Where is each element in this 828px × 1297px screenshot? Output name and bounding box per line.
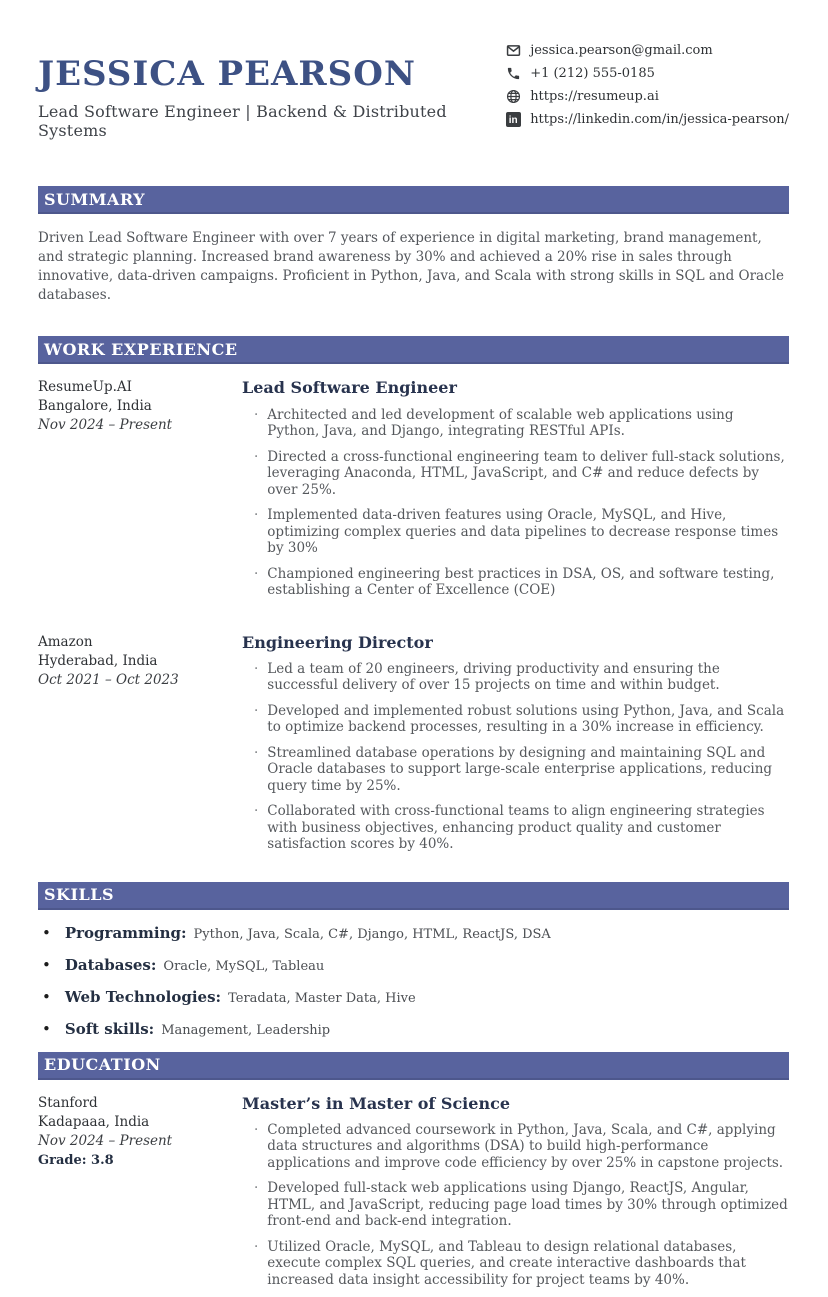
work-title: WORK EXPERIENCE [44, 339, 238, 359]
education-entry [38, 1094, 789, 1297]
job-bullet: · Architected and led development of scalable web applications using Python, Java, and Django, integrating RESTful APIs. [242, 407, 789, 440]
work-entry-meta [38, 378, 242, 607]
contact-website [505, 88, 789, 104]
phone-icon [505, 65, 521, 81]
job-bullet: · Championed engineering best practices in DSA, OS, and software testing, establishing a Center of Excellence (COE) [242, 566, 789, 599]
education-section-header [38, 1052, 789, 1080]
company-location: Hyderabad, India [38, 652, 158, 669]
contact-linkedin [505, 111, 789, 127]
job-bullet: · Directed a cross-functional engineering team to deliver full-stack solutions, leveraging Anaconda, HTML, JavaScript, and C# and reduce defects by over 25%. [242, 449, 789, 499]
contact-phone [505, 65, 789, 81]
work-entry [38, 378, 789, 607]
candidate-name: JESSICA PEARSON [38, 54, 416, 94]
company-location: Bangalore, India [38, 398, 152, 415]
contact-block [505, 40, 789, 134]
company-name: ResumeUp.AI [38, 379, 132, 396]
contact-phone-text: +1 (212) 555-0185 [530, 65, 655, 81]
globe-icon [505, 88, 521, 104]
skill-values: Management, Leadership [161, 1022, 331, 1038]
job-bullet: · Led a team of 20 engineers, driving productivity and ensuring the successful delivery of over 15 projects on time and within budget. [242, 661, 789, 694]
skills-section-header [38, 882, 789, 910]
contact-email [505, 42, 789, 58]
education-grade: Grade: 3.8 [38, 1152, 114, 1168]
identity-block [38, 40, 468, 140]
job-title: Lead Software Engineer [242, 378, 457, 398]
company-name: Amazon [38, 633, 93, 650]
work-entry-meta [38, 633, 242, 862]
skill-category: • Soft skills: [64, 1019, 155, 1038]
contact-website-text: https://resumeup.ai [530, 88, 659, 104]
skill-item [38, 956, 789, 974]
skill-item [38, 1020, 789, 1038]
education-bullet: · Utilized Oracle, MySQL, and Tableau to design relational databases, execute complex SQL queries, and create interactive dashboards that increased data insight accessibility for project teams by 40%. [242, 1239, 789, 1289]
school-name: Stanford [38, 1094, 98, 1111]
skill-values: Python, Java, Scala, C#, Django, HTML, ReactJS, DSA [193, 926, 551, 942]
summary-text: Driven Lead Software Engineer with over 7 years of experience in digital marketing, brand management, and strategic planning. Increased brand awareness by 30% and achieved a 20% rise in sales through innovative, data-driven campaigns. Proficient in Python, Java, and Scala with strong skills in SQL and Oracle databases. [38, 230, 784, 304]
linkedin-icon: in [505, 111, 521, 127]
work-entry-detail [242, 378, 789, 607]
summary-title: SUMMARY [44, 189, 146, 209]
skill-category: • Web Technologies: [64, 987, 222, 1006]
skills-list [38, 924, 789, 1038]
candidate-tagline: Lead Software Engineer | Backend & Distributed Systems [38, 102, 447, 141]
job-bullet: · Developed and implemented robust solutions using Python, Java, and Scala to optimize backend processes, resulting in a 30% increase in efficiency. [242, 703, 789, 736]
work-entry [38, 633, 789, 862]
work-entry-detail [242, 633, 789, 862]
job-bullet: · Collaborated with cross-functional teams to align engineering strategies with business objectives, enhancing product quality and customer satisfaction scores by 40%. [242, 803, 789, 853]
work-section-header [38, 336, 789, 364]
education-title: EDUCATION [44, 1055, 161, 1075]
contact-linkedin-text: https://linkedin.com/in/jessica-pearson/ [530, 111, 789, 127]
job-bullet: · Implemented data-driven features using Oracle, MySQL, and Hive, optimizing complex queries and data pipelines to decrease response times by 30% [242, 507, 789, 557]
employment-dates: Nov 2024 – Present [38, 417, 173, 434]
education-bullet: · Developed full-stack web applications using Django, ReactJS, Angular, HTML, and JavaScript, reducing page load times by 30% through optimized front-end and back-end integration. [242, 1180, 789, 1230]
header [38, 40, 789, 140]
employment-dates: Oct 2021 – Oct 2023 [38, 671, 179, 688]
school-location: Kadapaaa, India [38, 1113, 150, 1130]
education-entry-meta [38, 1094, 242, 1297]
summary-section-header [38, 186, 789, 214]
skill-values: Teradata, Master Data, Hive [228, 990, 416, 1006]
skill-item [38, 988, 789, 1006]
education-bullet: · Completed advanced coursework in Python, Java, Scala, and C#, applying data structures and algorithms (DSA) to build high-performance applications and improve code efficiency by over 25% in capstone projects. [242, 1122, 789, 1172]
skill-category: • Programming: [64, 923, 187, 942]
skills-title: SKILLS [44, 885, 114, 905]
job-bullet: · Streamlined database operations by designing and maintaining SQL and Oracle databases to support large-scale enterprise applications, reducing query time by 25%. [242, 745, 789, 795]
skill-item [38, 924, 789, 942]
degree-title: Master’s in Master of Science [242, 1093, 510, 1113]
skill-values: Oracle, MySQL, Tableau [163, 958, 325, 974]
job-title: Engineering Director [242, 632, 433, 652]
skill-category: • Databases: [64, 955, 157, 974]
email-icon [505, 42, 521, 58]
education-dates: Nov 2024 – Present [38, 1132, 173, 1149]
education-entry-detail [242, 1094, 789, 1297]
contact-email-text: jessica.pearson@gmail.com [530, 42, 713, 58]
